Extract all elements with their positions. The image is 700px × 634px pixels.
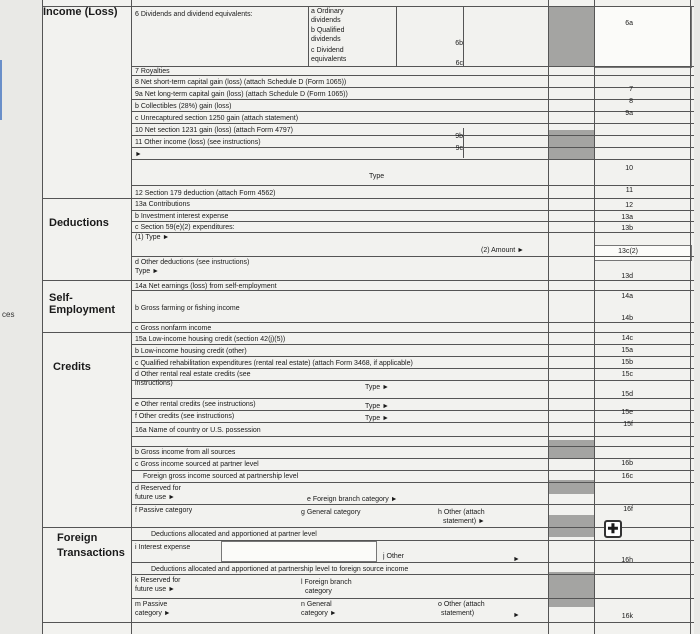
line-16m-label: m Passive [135, 601, 168, 608]
line-16h-label: h Other (attach [438, 509, 485, 516]
line-number-13b: 13b [621, 225, 633, 232]
line-15a-label: 15a Low-income housing credit (section 42(j)(5)) [135, 336, 286, 343]
grid-line [131, 210, 694, 211]
line-number-14a: 14a [621, 293, 633, 300]
line-15f-label: f Other credits (see instructions) [135, 413, 235, 420]
grid-line [43, 527, 694, 528]
line-number-13c2: 13c(2) [618, 248, 638, 255]
grid-line [43, 622, 694, 623]
line-7-label: 7 Royalties [135, 68, 170, 75]
line-11-type: Type [369, 173, 385, 180]
line-number-15c: 15c [621, 371, 633, 378]
line-number-7: 7 [629, 86, 633, 93]
grid-line [131, 574, 694, 575]
line-9b-label: b Collectibles (28%) gain (loss) [135, 103, 232, 110]
grid-line [131, 256, 694, 257]
line-number-15f: 15f [623, 421, 633, 428]
line-16e-label: e Foreign branch category ► [307, 496, 398, 503]
grid-line [131, 75, 694, 76]
line-16n-label-2: category ► [301, 610, 337, 617]
line-15b-label: b Low-income housing credit (other) [135, 348, 247, 355]
line-number-6b: 6b [455, 40, 463, 47]
grid-line [131, 446, 694, 447]
deductions-partner-level-label: Deductions allocated and apportioned at partner level [151, 531, 317, 538]
grid-line [131, 344, 694, 345]
add-row-icon[interactable]: ✚ [604, 520, 622, 538]
grid-line [131, 159, 694, 160]
line-number-9a: 9a [625, 110, 633, 117]
line-14b-label: b Gross farming or fishing income [135, 305, 240, 312]
line-15d-label-2: instructions) [135, 380, 173, 387]
line-15e-label: e Other rental credits (see instructions) [135, 401, 256, 408]
line-13b-label: b Investment interest expense [135, 213, 229, 220]
line-number-16k: 16k [621, 613, 633, 620]
line-13c-label: c Section 59(e)(2) expenditures: [135, 224, 235, 231]
deductions-partnership-level-label: Deductions allocated and apportioned at partnership level to foreign source income [151, 566, 409, 573]
line-16l-label-2: category [305, 588, 332, 595]
line-number-14c: 14c [621, 335, 633, 342]
line-16o-label-2: statement) [441, 610, 475, 617]
line-16a-label: 16a Name of country or U.S. possession [135, 427, 261, 434]
line-14c-label: c Gross nonfarm income [135, 325, 212, 332]
line-16h-label-2: statement) ► [443, 518, 485, 525]
line-number-16h: 16h [621, 557, 633, 564]
line-16j-arrow: ► [513, 556, 520, 563]
line-16g-label: g General category [301, 509, 361, 516]
line-6a-label-2: dividends [311, 17, 341, 24]
grid-line [131, 540, 694, 541]
line-9c-label: c Unrecaptured section 1250 gain (attach statement) [135, 115, 299, 122]
line-11-arrow: ► [135, 151, 142, 158]
line-number-15a: 15a [621, 347, 633, 354]
line-6b-label: b Qualified [311, 27, 345, 34]
shaded-cell [548, 6, 594, 66]
grid-line [131, 135, 694, 136]
line-16o-arrow: ► [513, 612, 520, 619]
grid-line [131, 380, 694, 381]
grid-line [463, 6, 464, 66]
line-16c-label: c Gross income sourced at partner level [135, 461, 259, 468]
grid-line [131, 66, 694, 67]
grid-line [463, 128, 464, 158]
line-number-16c: 16c [621, 473, 633, 480]
line-number-12: 12 [625, 202, 633, 209]
margin-text: ces [2, 310, 15, 319]
grid-line [548, 0, 549, 634]
line-number-6a: 6a [625, 20, 633, 27]
grid-line [131, 470, 694, 471]
grid-line [131, 436, 694, 437]
shaded-cell [548, 440, 594, 458]
line-16k-label-2: future use ► [135, 586, 176, 593]
line-16f-label: f Passive category [135, 507, 193, 514]
line-number-13d: 13d [621, 273, 633, 280]
line-number-11: 11 [625, 187, 633, 194]
line-number-15d: 15d [621, 391, 633, 398]
line-10-label: 10 Net section 1231 gain (loss) (attach Form 4797) [135, 127, 293, 134]
line-16n-label: n General [301, 601, 332, 608]
line-number-16b: 16b [621, 460, 633, 467]
line-13a-label: 13a Contributions [135, 201, 190, 208]
amount-field-6a[interactable] [594, 6, 692, 68]
grid-line [131, 0, 132, 634]
grid-line [308, 6, 309, 66]
grid-line [131, 482, 694, 483]
grid-line [131, 356, 694, 357]
line-6a-label: a Ordinary [311, 8, 344, 15]
line-number-9b: 9b [455, 133, 463, 140]
line-6c-label: c Dividend [311, 47, 344, 54]
line-16i-label: i Interest expense [135, 544, 191, 551]
desktop-edge-mark [0, 60, 2, 120]
line-8-label: 8 Net short-term capital gain (loss) (attach Schedule D (Form 1065)) [135, 79, 347, 86]
line-13d-type: Type ► [135, 268, 160, 275]
shaded-cell [548, 572, 594, 607]
line-6b-label-2: dividends [311, 36, 341, 43]
grid-line [690, 0, 691, 634]
line-15e-type: Type ► [365, 403, 390, 410]
grid-line [43, 280, 694, 281]
grid-line [43, 198, 694, 199]
grid-line [43, 6, 694, 7]
line-6-label: 6 Dividends and dividend equivalents: [135, 11, 253, 18]
grid-line [131, 123, 694, 124]
line-15d-type: Type ► [365, 384, 390, 391]
line-number-16f: 16f [623, 506, 633, 513]
line-number-9c: 9c [455, 145, 463, 152]
line-12-label: 12 Section 179 deduction (attach Form 4562) [135, 190, 276, 197]
line-11-label: 11 Other income (loss) (see instructions) [135, 139, 261, 146]
line-16j-label: j Other [383, 553, 405, 560]
line-9a-label: 9a Net long-term capital gain (loss) (attach Schedule D (Form 1065)) [135, 91, 348, 98]
tax-form-schedule-k1 [42, 0, 694, 634]
grid-line [131, 368, 694, 369]
line-16l-label: l Foreign branch [301, 579, 352, 586]
line-16m-label-2: category ► [135, 610, 171, 617]
section-credits: Credits [53, 361, 91, 373]
line-number-10: 10 [625, 165, 633, 172]
grid-line [131, 598, 694, 599]
line-6c-label-2: equivalents [311, 56, 347, 63]
line-16o-label: o Other (attach [438, 601, 485, 608]
line-14a-label: 14a Net earnings (loss) from self-employment [135, 283, 277, 290]
amount-field-16i[interactable] [221, 541, 377, 562]
line-number-13a: 13a [621, 214, 633, 221]
line-number-15e: 15e [621, 409, 633, 416]
shaded-cell [548, 515, 594, 537]
section-foreign-2: Transactions [57, 547, 125, 559]
line-16b-label: b Gross income from all sources [135, 449, 236, 456]
section-foreign-1: Foreign [57, 532, 98, 544]
line-16d-label-2: future use ► [135, 494, 176, 501]
foreign-gross-income-label: Foreign gross income sourced at partnership level [143, 473, 299, 480]
grid-line [131, 147, 694, 148]
section-self-employment-1: Self- [49, 292, 73, 304]
line-16k-label: k Reserved for [135, 577, 181, 584]
grid-line [594, 0, 595, 634]
section-income-loss: Income (Loss) [43, 6, 118, 18]
line-15f-type: Type ► [365, 415, 390, 422]
section-self-employment-2: Employment [49, 304, 116, 316]
line-15d-label: d Other rental real estate credits (see [135, 371, 251, 378]
line-15c-label: c Qualified rehabilitation expenditures (rental real estate) (attach Form 3468, if applicable) [135, 360, 413, 367]
line-13c2-label: (2) Amount ► [481, 247, 525, 254]
line-13d-label: d Other deductions (see instructions) [135, 259, 250, 266]
line-number-15b: 15b [621, 359, 633, 366]
line-16d-label: d Reserved for [135, 485, 181, 492]
section-deductions: Deductions [49, 217, 109, 229]
line-number-6c: 6c [455, 60, 463, 67]
line-number-14b: 14b [621, 315, 633, 322]
line-number-8: 8 [629, 98, 633, 105]
line-13c1-label: (1) Type ► [135, 234, 170, 241]
